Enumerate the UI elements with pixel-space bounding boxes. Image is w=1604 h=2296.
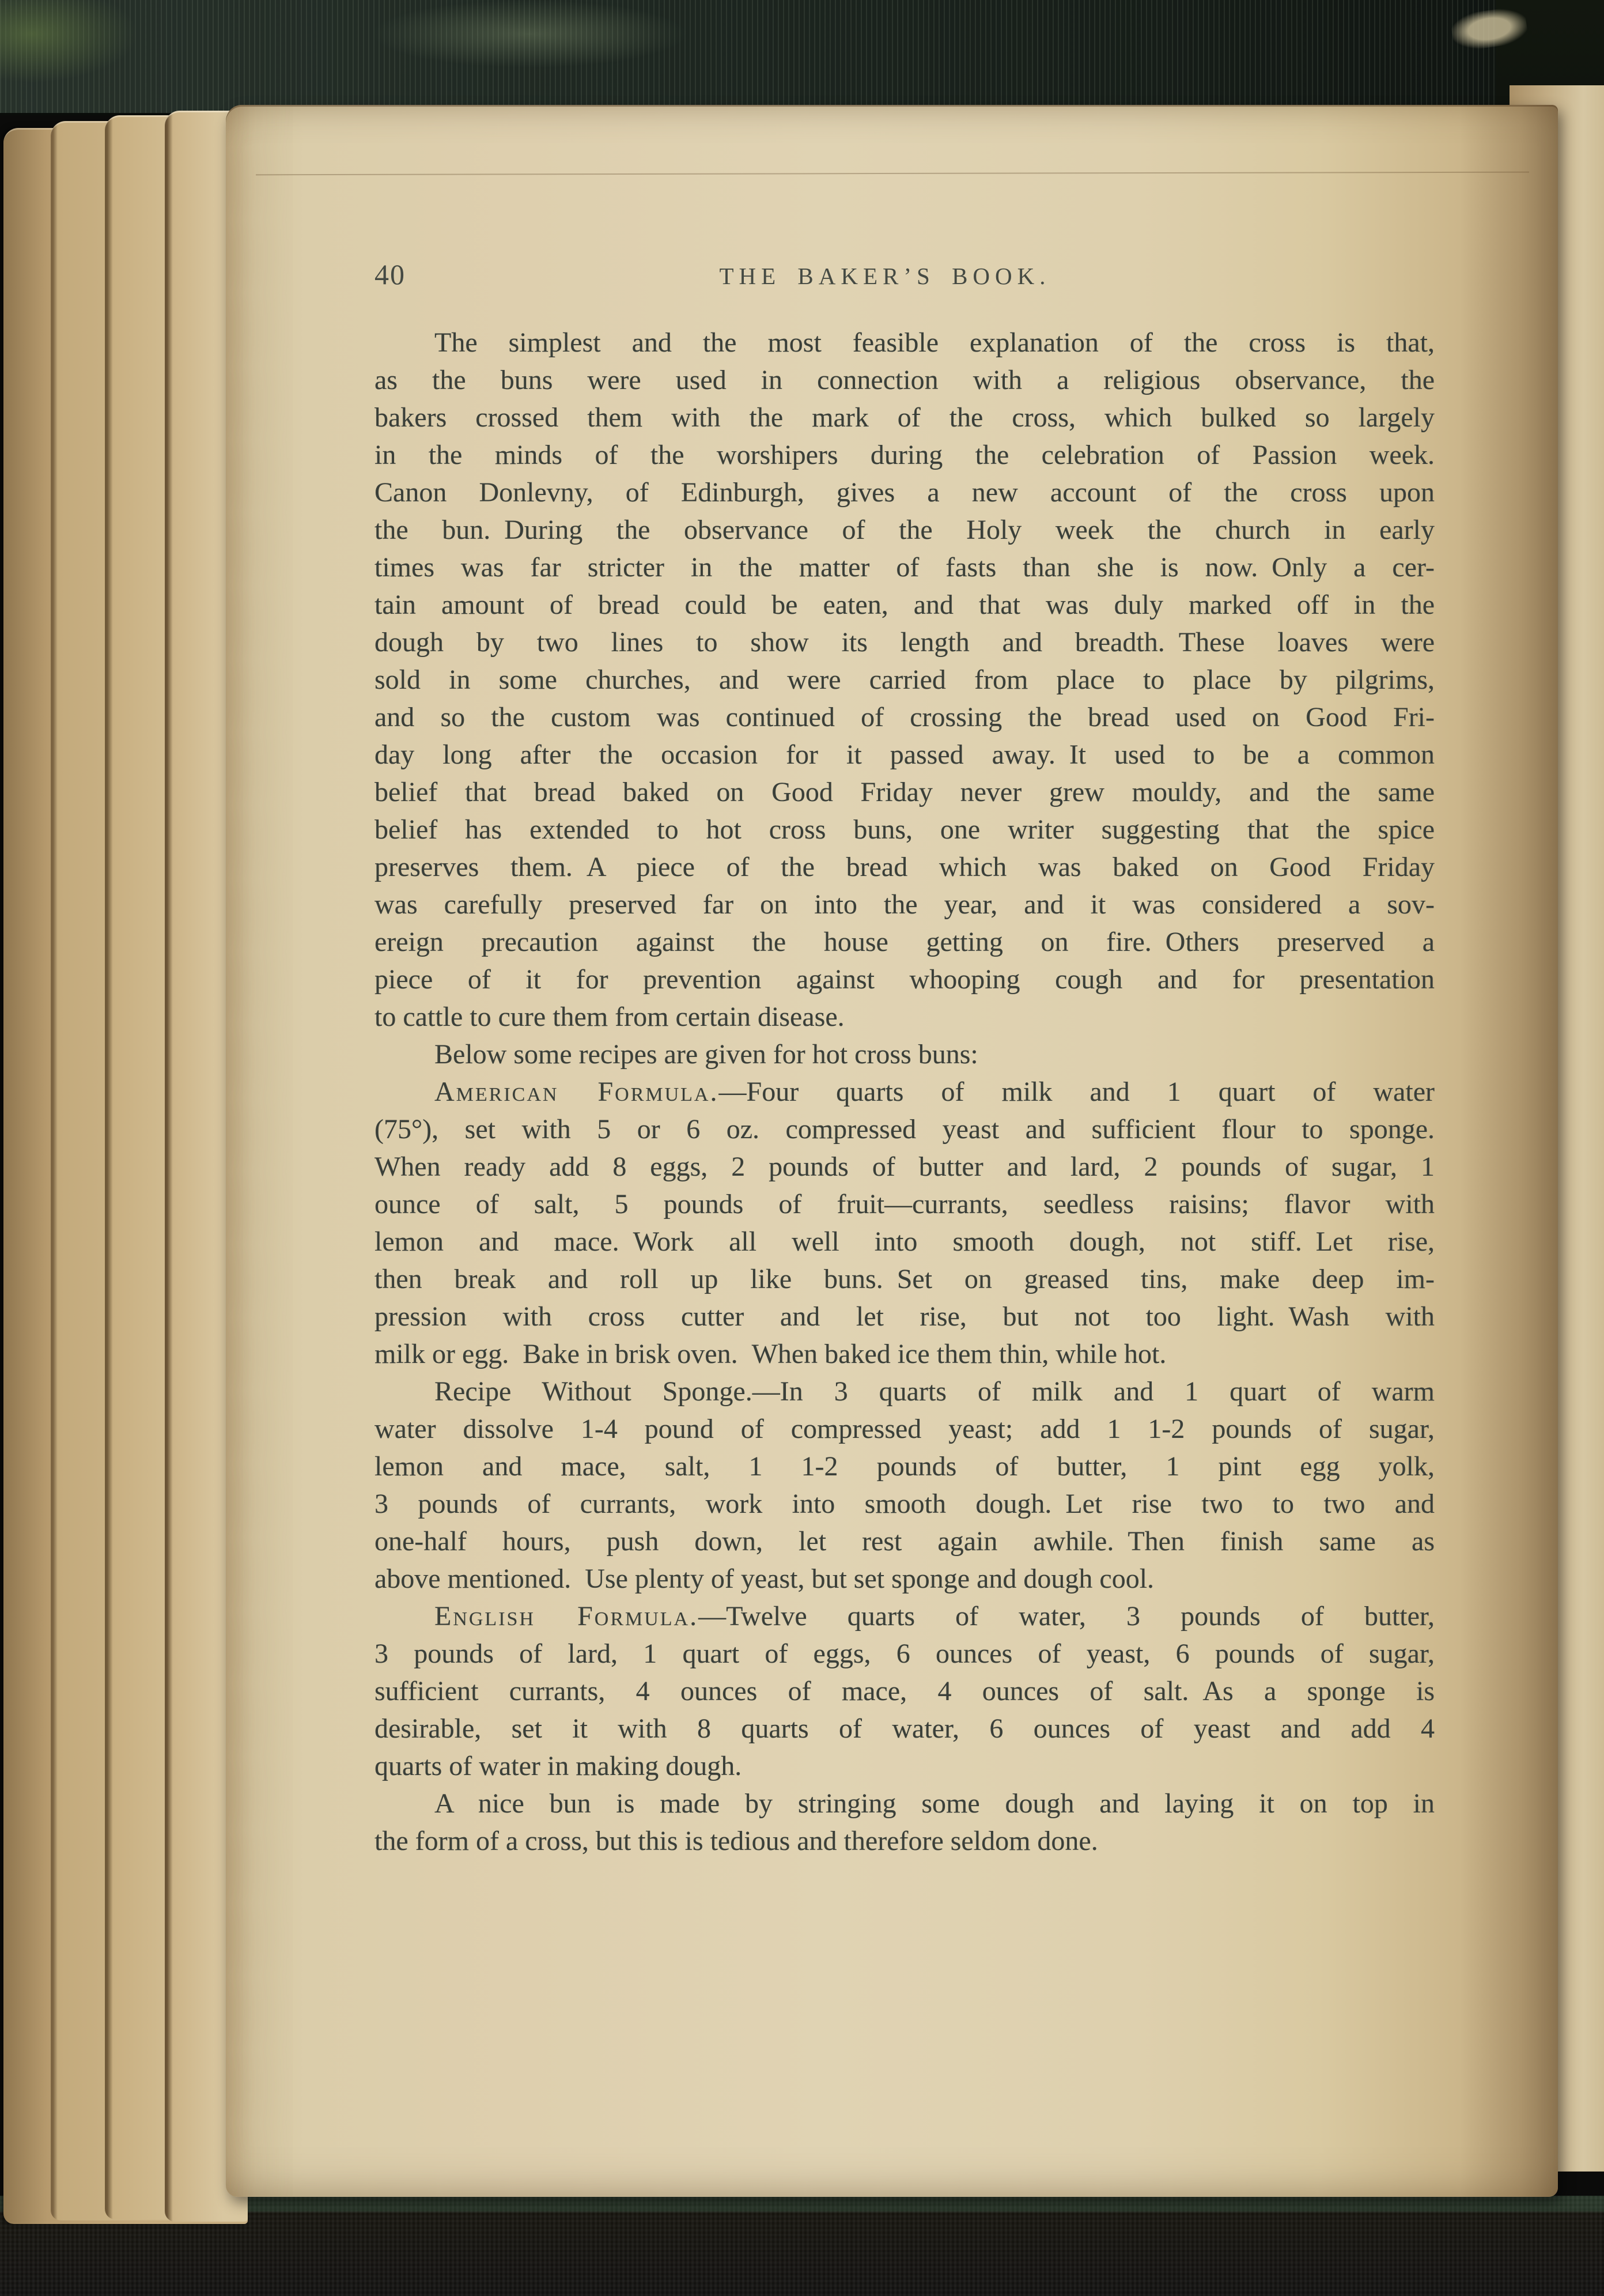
text-line: The simplest and the most feasible explanation of the cross is that, xyxy=(434,327,1435,358)
text-line: ereign precaution against the house getting on fire. Others preserved a xyxy=(374,927,1435,957)
underpage-edge-line xyxy=(256,172,1529,176)
text-line: Below some recipes are given for hot cross buns: xyxy=(434,1039,978,1070)
running-title: THE BAKER’S BOOK. xyxy=(719,263,1051,289)
text-line: one-half hours, push down, let rest again awhile. Then finish same as xyxy=(374,1526,1435,1557)
book-cover-top xyxy=(0,0,1604,115)
text-line: ounce of salt, 5 pounds of fruit—currants, seedless raisins; flavor with xyxy=(374,1189,1435,1219)
text-line: (75°), set with 5 or 6 oz. compressed yeast and sufficient flour to sponge. xyxy=(374,1114,1435,1145)
text-line: sufficient currants, 4 ounces of mace, 4 ounces of salt. As a sponge is xyxy=(374,1676,1435,1706)
paragraph xyxy=(374,324,1435,1036)
text-line: in the minds of the worshipers during the celebration of Passion week. xyxy=(374,440,1435,470)
text-line: to cattle to cure them from certain disease. xyxy=(374,1002,845,1032)
recipe-heading: American Formula. xyxy=(434,1077,719,1107)
text-line: milk or egg. Bake in brisk oven. When baked ice them thin, while hot. xyxy=(374,1339,1167,1369)
text-line: lemon and mace, salt, 1 1-2 pounds of butter, 1 pint egg yolk, xyxy=(374,1451,1435,1482)
page-number: 40 xyxy=(374,258,406,290)
text-line: as the buns were used in connection with a religious observance, the xyxy=(374,365,1435,395)
text-line: American Formula.—Four quarts of milk and 1 quart of water xyxy=(434,1077,1435,1107)
text-line: desirable, set it with 8 quarts of water, 6 ounces of yeast and add 4 xyxy=(374,1713,1435,1744)
text-line: 3 pounds of currants, work into smooth dough. Let rise two to two and xyxy=(374,1489,1435,1519)
text-line: dough by two lines to show its length and breadth. These loaves were xyxy=(374,627,1435,658)
text-line: 3 pounds of lard, 1 quart of eggs, 6 ounces of yeast, 6 pounds of sugar, xyxy=(374,1638,1435,1669)
text-line: quarts of water in making dough. xyxy=(374,1751,742,1781)
text-line: English Formula.—Twelve quarts of water, 3 pounds of butter, xyxy=(434,1601,1435,1632)
text-line: times was far stricter in the matter of fasts than she is now. Only a cer- xyxy=(374,552,1435,583)
text-line: tain amount of bread could be eaten, and that was duly marked off in the xyxy=(374,590,1435,620)
text-line: belief that bread baked on Good Friday never grew mouldy, and the same xyxy=(374,777,1435,807)
recipe-heading: English Formula. xyxy=(434,1601,699,1632)
paragraph xyxy=(374,1598,1435,1785)
text-line: When ready add 8 eggs, 2 pounds of butter and lard, 2 pounds of sugar, 1 xyxy=(374,1151,1435,1182)
text-body xyxy=(374,324,1435,1860)
paragraph xyxy=(374,1073,1435,1373)
text-line: bakers crossed them with the mark of the cross, which bulked so largely xyxy=(374,402,1435,433)
paragraph xyxy=(374,1785,1435,1860)
text-line: sold in some churches, and were carried from place to place by pilgrims, xyxy=(374,664,1435,695)
paragraph xyxy=(374,1036,1435,1073)
text-line: was carefully preserved far on into the year, and it was considered a sov- xyxy=(374,889,1435,920)
page-header xyxy=(374,257,1435,294)
text-line: Canon Donlevny, of Edinburgh, gives a new account of the cross upon xyxy=(374,477,1435,508)
text-line: pression with cross cutter and let rise, but not too light. Wash with xyxy=(374,1301,1435,1332)
text-line: water dissolve 1-4 pound of compressed yeast; add 1 1-2 pounds of sugar, xyxy=(374,1414,1435,1444)
text-line: A nice bun is made by stringing some dough and laying it on top in xyxy=(434,1788,1435,1819)
text-line: Recipe Without Sponge.—In 3 quarts of milk and 1 quart of warm xyxy=(434,1376,1435,1407)
text-line: and so the custom was continued of crossing the bread used on Good Fri- xyxy=(374,702,1435,732)
text-line: day long after the occasion for it passed away. It used to be a common xyxy=(374,739,1435,770)
text-line: the bun. During the observance of the Holy week the church in early xyxy=(374,515,1435,545)
gutter-shadow xyxy=(1460,105,1558,2197)
text-line: then break and roll up like buns. Set on greased tins, make deep im- xyxy=(374,1264,1435,1294)
text-line: preserves them. A piece of the bread which was baked on Good Friday xyxy=(374,852,1435,882)
text-line: lemon and mace. Work all well into smooth dough, not stiff. Let rise, xyxy=(374,1226,1435,1257)
paragraph xyxy=(374,1373,1435,1598)
text-line: above mentioned. Use plenty of yeast, but set sponge and dough cool. xyxy=(374,1564,1155,1594)
text-line: belief has extended to hot cross buns, one writer suggesting that the spice xyxy=(374,814,1435,845)
text-line: piece of it for prevention against whooping cough and for presentation xyxy=(374,964,1435,995)
text-line: the form of a cross, but this is tedious and therefore seldom done. xyxy=(374,1826,1098,1856)
